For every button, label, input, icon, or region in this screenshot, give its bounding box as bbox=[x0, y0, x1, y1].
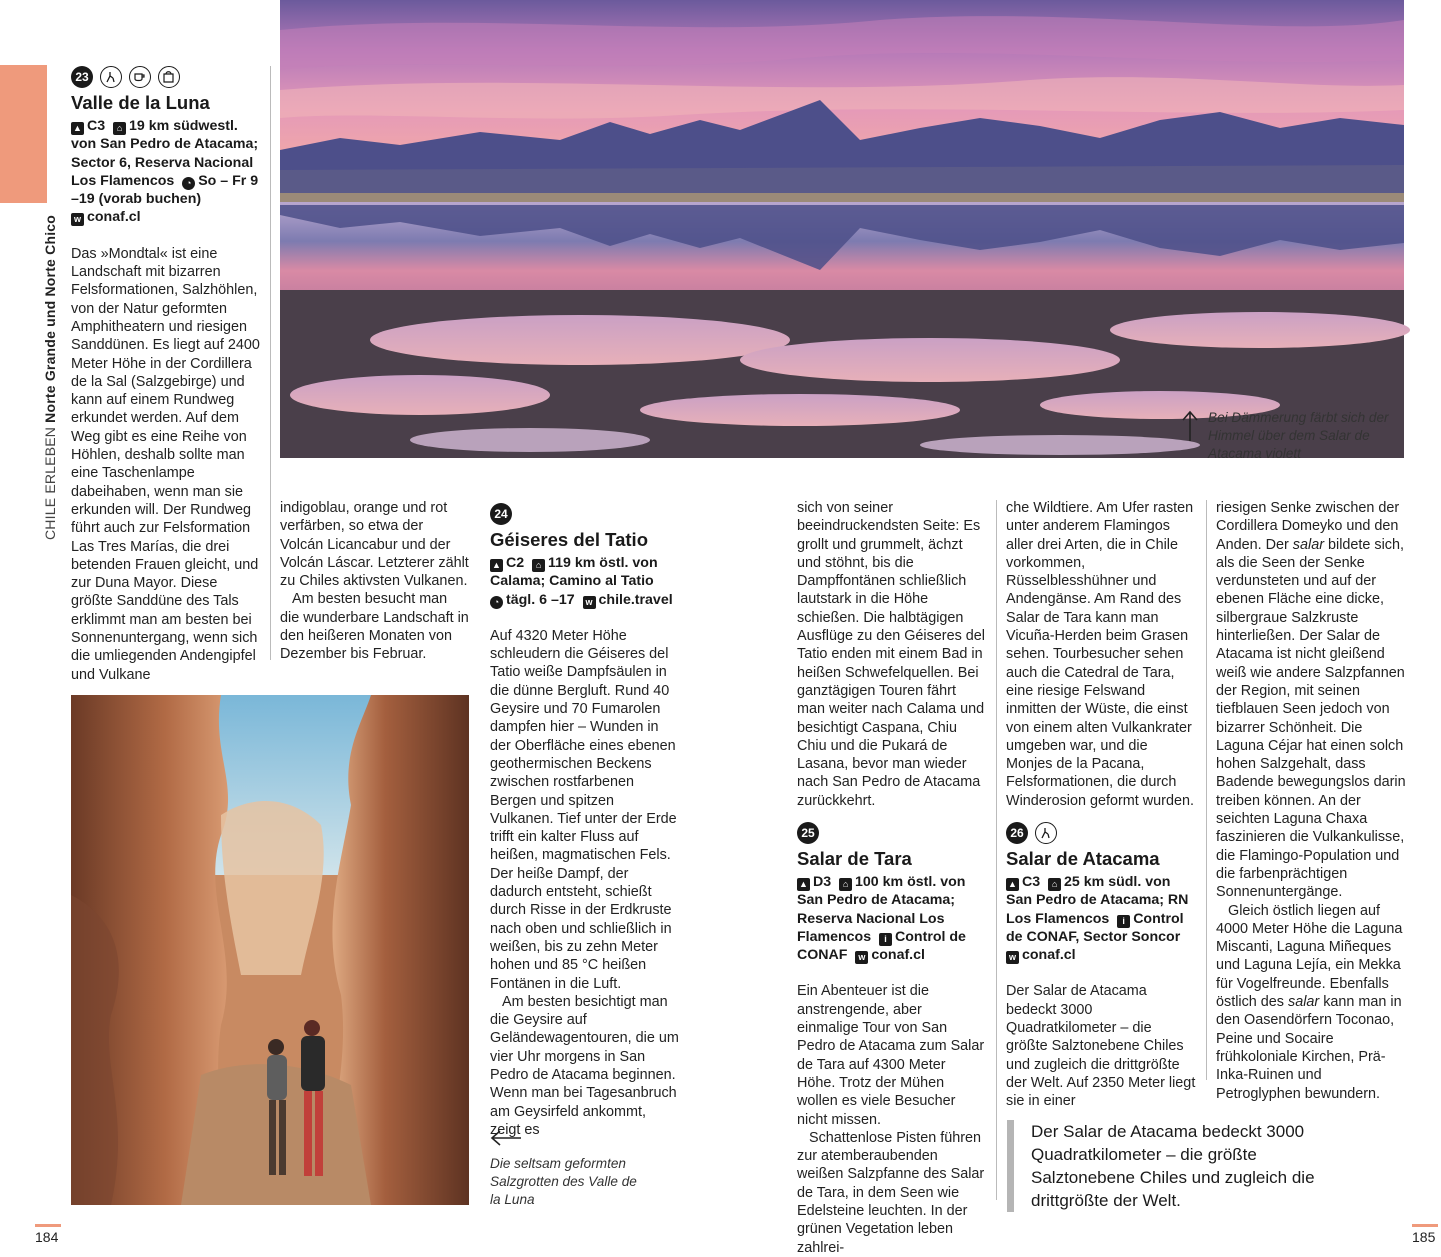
entry-number: 26 bbox=[1006, 822, 1028, 844]
running-head-section: Norte Grande und Norte Chico bbox=[42, 214, 58, 423]
cafe-icon bbox=[129, 66, 151, 88]
text-run: riesigen Senke zwischen der Cordillera Domeyko und den Anden. Der bbox=[1216, 500, 1400, 553]
visitor-office: Control de CONAF bbox=[797, 928, 966, 964]
visitor-office: Control de CONAF, Sector Soncor bbox=[1006, 910, 1184, 945]
text-run-italic: salar bbox=[1288, 994, 1320, 1011]
page-marker bbox=[1412, 1224, 1438, 1227]
page-number-left: 184 bbox=[35, 1229, 59, 1245]
entry-body: indigoblau, orange und rot verfärben, so etwa der Volcán Licancabur und der Volcán Láscar. Letzterer zählt zu Chiles aktivsten Vulkanen. bbox=[280, 500, 469, 590]
salar-dusk-photo bbox=[280, 0, 1404, 458]
address-icon: ⌂ bbox=[113, 122, 126, 135]
address: 119 km östl. von Calama; Camino al Tatio bbox=[490, 555, 658, 590]
map-grid: D3 bbox=[813, 874, 832, 890]
address: 25 km südl. von San Pedro de Atacama; RN Los Flamencos bbox=[1006, 874, 1189, 927]
entry-25-continued bbox=[1006, 499, 1196, 810]
entry-body bbox=[1216, 499, 1406, 902]
chapter-tab bbox=[0, 65, 47, 203]
map-grid: C3 bbox=[87, 118, 106, 134]
column-rule bbox=[996, 500, 997, 1200]
hiking-icon bbox=[1035, 822, 1057, 844]
entry-body bbox=[1216, 902, 1406, 1103]
entry-23 bbox=[71, 66, 261, 684]
info-icon: i bbox=[879, 933, 892, 946]
address: 100 km östl. von San Pedro de Atacama; Reserva Nacional Los Flamencos bbox=[797, 874, 966, 945]
address-icon: ⌂ bbox=[532, 559, 545, 572]
map-icon: ▲ bbox=[1006, 878, 1019, 891]
web-icon: w bbox=[583, 596, 596, 609]
entry-body: Auf 4320 Meter Höhe schleudern die Géiseres del Tatio weiße Dampfsäulen in die dünne Bergluft. Rund 40 Geysire und 70 Fumarolen dampfen hier – Wunden in der Oberfläche eines ebenen geothermischen Beckens zwischen rostfarbenen Bergen und spitzen Vulkanen. Tief unter der Erde trifft ein kalter Fluss auf heißen, magmatischen Fels. Der heiße Dampf, der dadurch entsteht, schießt durch Risse in der Erdkruste nach oben und schließlich in weißen, bis zu zehn Meter hohen und 85 °C heißen Fontänen in die Luft. bbox=[490, 627, 677, 992]
top-photo-caption: Bei Dämmerung färbt sich der Himmel über dem Salar de Atacama violett bbox=[1208, 410, 1389, 461]
entry-title: Salar de Atacama bbox=[1006, 848, 1160, 869]
entry-number: 23 bbox=[71, 66, 93, 88]
website-link[interactable]: conaf.cl bbox=[1022, 947, 1076, 964]
website-link[interactable]: conaf.cl bbox=[871, 947, 925, 964]
entry-info bbox=[1006, 873, 1196, 964]
column-rule bbox=[1206, 500, 1207, 1080]
entry-info bbox=[797, 873, 987, 964]
entry-info bbox=[71, 117, 261, 227]
entry-title: Géiseres del Tatio bbox=[490, 529, 648, 550]
hiking-icon bbox=[100, 66, 122, 88]
map-icon: ▲ bbox=[71, 122, 84, 135]
text-run: Gleich östlich liegen auf 4000 Meter Höhe die Laguna Miscanti, Laguna Miñeques und Laguna Lejía, ein Mekka für Vogelfreunde. Ebenfalls östlich des bbox=[1216, 902, 1403, 1011]
entry-title: Valle de la Luna bbox=[71, 92, 210, 113]
entry-body: Am besten besucht man die wunderbare Landschaft in den heißeren Monaten von Dezember bis Februar. bbox=[280, 591, 469, 663]
address-icon: ⌂ bbox=[839, 878, 852, 891]
text-run-italic: salar bbox=[1292, 536, 1324, 553]
entry-23-continued bbox=[280, 499, 470, 664]
website-link[interactable]: conaf.cl bbox=[87, 209, 141, 226]
info-icon: i bbox=[1117, 915, 1130, 928]
entry-26 bbox=[1006, 822, 1196, 1111]
clock-icon: ◔ bbox=[490, 596, 503, 609]
map-icon: ▲ bbox=[490, 559, 503, 572]
entry-body: sich von seiner beeindruckendsten Seite: Es grollt und grummelt, ächzt und stöhnt, bis die Dampffontänen schließlich lautstark in die Höhe schießen. Die halbtägigen Ausflüge zu den Géiseres del Tatio enden mit einem Bad in heißen Schwefelquellen. Bei ganztägigen Touren fährt man weiter nach Calama und besichtigt Caspana, Chiu Chiu und die Pukará de Lasana, bevor man wieder nach San Pedro de Atacama zurückkehrt. bbox=[797, 500, 985, 809]
entry-23-badges bbox=[71, 66, 261, 88]
entry-number: 24 bbox=[490, 503, 512, 525]
entry-body: Schattenlose Pisten führen zur atemberaubenden weißen Salzpfanne des Salar de Tara, in dem Seen wie Edelsteine leuchten. In der grünen Vegetation leben zahlrei- bbox=[797, 1129, 985, 1256]
bottom-photo-caption: Die seltsam geformten Salzgrotten des Valle de la Luna bbox=[490, 1156, 637, 1207]
entry-body: Am besten besichtigt man die Geysire auf Geländewagentouren, die um vier Uhr morgens in San Pedro de Atacama beginnen. Wenn man bei Tagesanbruch am Geysirfeld ankommt, zeigt es bbox=[490, 993, 679, 1138]
running-head bbox=[42, 215, 58, 540]
address-icon: ⌂ bbox=[1048, 878, 1061, 891]
running-head-prefix: CHILE ERLEBEN bbox=[42, 426, 58, 540]
entry-body: Das »Mondtal« ist eine Landschaft mit bizarren Felsformationen, Salzhöhlen, von der Natur geformten Amphitheatern und riesigen Sanddünen. Es liegt auf 2400 Meter Höhe in der Cordillera de la Sal (Salzgebirge) und kann auf einem Rundweg erkundet werden. Auf dem Weg gibt es eine Reihe von Höhlen, deshalb sollte man eine Taschenlampe dabeihaben, wenn man sie erkunden will. Der Rundweg führt auch zur Felsformation Las Tres Marías, die drei betenden Frauen gleicht, und zur Duna Mayor. Diese größte Sanddüne des Tals erklimmt man am besten bei Sonnenuntergang, wenn sich die umliegenden Andengipfel und Vulkane bbox=[71, 245, 260, 683]
opening-hours: So – Fr 9 –19 (vorab buchen) bbox=[71, 172, 259, 208]
page-marker bbox=[35, 1224, 61, 1227]
column-rule bbox=[270, 66, 271, 660]
pull-quote: Der Salar de Atacama bedeckt 3000 Quadratkilometer – die größte Salztonebene Chiles und zugleich die drittgrößte der Welt. bbox=[1007, 1120, 1337, 1212]
web-icon: w bbox=[855, 951, 868, 964]
entry-number: 25 bbox=[797, 822, 819, 844]
entry-26-continued bbox=[1216, 499, 1406, 1103]
map-grid: C3 bbox=[1022, 874, 1041, 890]
shop-icon bbox=[158, 66, 180, 88]
website-link[interactable]: chile.travel bbox=[598, 591, 673, 608]
web-icon: w bbox=[71, 213, 84, 226]
clock-icon: ◔ bbox=[182, 177, 195, 190]
map-grid: C2 bbox=[506, 555, 525, 571]
entry-body: Der Salar de Atacama bedeckt 3000 Quadratkilometer – die größte Salztonebene Chiles und zugleich die drittgrößte der Welt. Auf 2350 Meter liegt sie in einer bbox=[1006, 983, 1196, 1110]
address: 19 km südwestl. von San Pedro de Atacama; Sector 6, Reserva Nacional Los Flamencos bbox=[71, 118, 259, 189]
page-number-right: 185 bbox=[1412, 1229, 1436, 1245]
entry-info bbox=[490, 554, 680, 609]
map-icon: ▲ bbox=[797, 878, 810, 891]
entry-body: che Wildtiere. Am Ufer rasten unter anderem Flamingos aller drei Arten, die in Chile vorkommen, Rüsselblesshühner und Andengänse. Am Rand des Salar de Tara kann man Vicuña-Herden beim Grasen sehen. Tourbesucher sehen auch die Catedral de Tara, eine riesige Felswand inmitten der Wüste, die einst von einem alten Vulkankrater umgeben war, und die Monjes de la Pacana, Felsformationen, die durch Winderosion geformt wurden. bbox=[1006, 500, 1194, 809]
entry-title: Salar de Tara bbox=[797, 848, 912, 869]
salt-caves-photo bbox=[71, 695, 469, 1205]
entry-body: Ein Abenteuer ist die anstrengende, aber einmalige Tour von San Pedro de Atacama zum Salar de Tara auf 4300 Meter Höhe. Trotz der Mühen wollen es viele Besucher nicht missen. bbox=[797, 983, 985, 1128]
entry-24-continued bbox=[797, 499, 987, 810]
opening-hours: tägl. 6 –17 bbox=[506, 591, 575, 608]
text-run: kann man in den Oasendörfern Toconao, Peine und Socaire frühkoloniale Kirchen, Prä-Inka-Ruinen und Petroglyphen bewundern. bbox=[1216, 994, 1402, 1102]
entry-24 bbox=[490, 503, 680, 1139]
web-icon: w bbox=[1006, 951, 1019, 964]
entry-25 bbox=[797, 822, 987, 1257]
up-arrow-icon bbox=[1182, 410, 1198, 447]
text-run: bildete sich, als die Seen der Senke verdunsteten und auf der ebenen Fläche eine dicke, silbergraue Salzkruste hinterließen. Der Salar de Atacama ist nicht gleißend weiß wie andere Salzpfannen der Region, mit seinen tiefblauen Seen jedoch von bizarrer Schönheit. Die Laguna Céjar hat einen solch hohen Salzgehalt, dass Badende bewegungslos darin treiben können. An der seichten Laguna Chaxa faszinieren die Vulkankulisse, die Flamingo-Population und die farbenprächtigen Sonnenuntergänge. bbox=[1216, 536, 1406, 901]
